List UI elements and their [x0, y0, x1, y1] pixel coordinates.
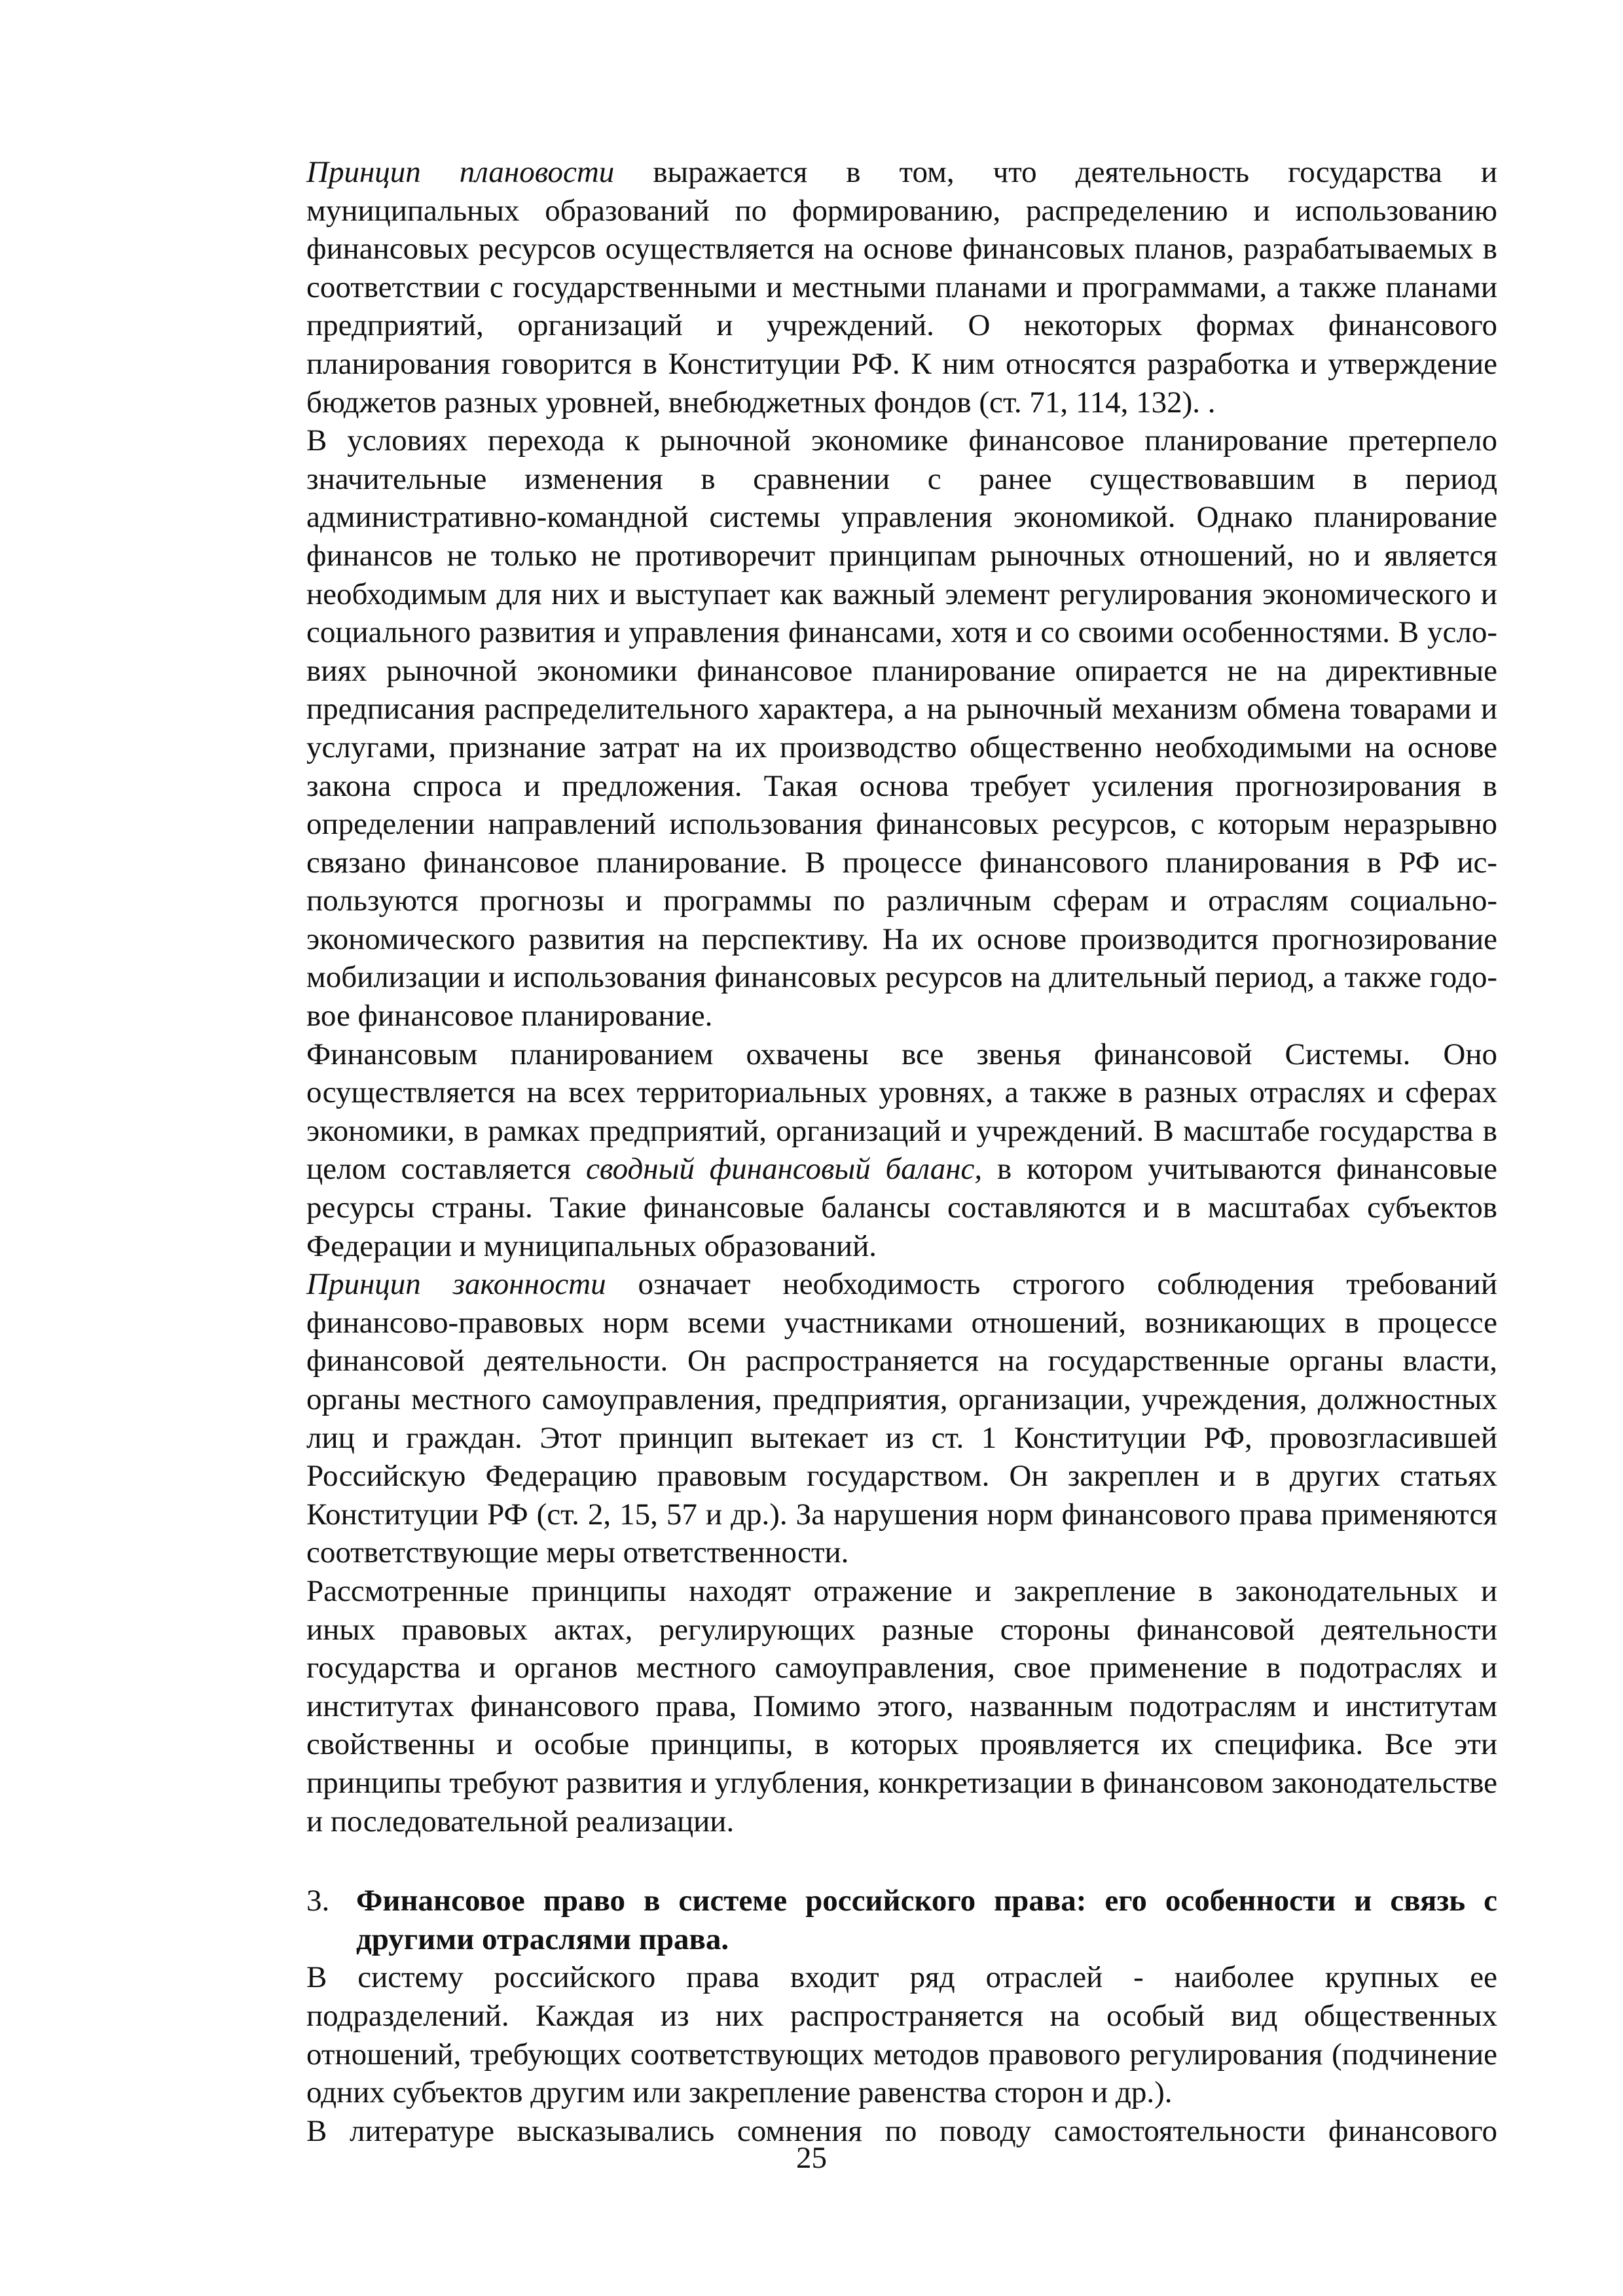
- paragraph-market-economy-planning: [232, 422, 1497, 1035]
- text-line: закона спроса и предложения. Такая основа требует усиления прогнозирования в: [306, 768, 1497, 803]
- paragraph-principle-of-planning: [232, 153, 1497, 422]
- line-text: целом составляется: [306, 1152, 586, 1187]
- text-line: предприятий, организаций и учреждений. О некоторых формах финансового: [306, 308, 1497, 343]
- text-line: административно-командной системы управления экономикой. Однако планирование: [306, 500, 1497, 535]
- text-line: соответствующие меры ответственности.: [306, 1535, 849, 1570]
- text-line: В систему российского права входит ряд отраслей - наиболее крупных ее: [306, 1960, 1497, 1995]
- text-line: Федерации и муниципальных образований.: [306, 1229, 877, 1263]
- text-line: [232, 153, 1497, 192]
- text-line: Российскую Федерацию правовым государством. Он закреплен и в других статьях: [306, 1459, 1497, 1494]
- text-line: определении направлений использования финансовых ресурсов, с которым неразрывно: [306, 807, 1497, 842]
- text-line: финансовой деятельности. Он распространяется на государственные органы власти,: [306, 1344, 1497, 1378]
- italic-term: Принцип законности: [306, 1267, 606, 1302]
- text-line: свойственны и особые принципы, в которых проявляется их специфика. Все эти: [306, 1727, 1497, 1762]
- text-line: [232, 1150, 1497, 1189]
- text-line: иных правовых актах, регулирующих разные стороны финансовой деятельности: [306, 1612, 1497, 1647]
- paragraph-principle-of-legality: [232, 1265, 1497, 1572]
- text-line: принципы требуют развития и углубления, конкретизации в финансовом законодательстве: [306, 1765, 1497, 1800]
- text-line: соответствии с государственными и местными планами и программами, а также планами: [306, 270, 1497, 304]
- text-line: значительные изменения в сравнении с ранее существовавшим в период: [306, 461, 1497, 496]
- section-number: 3.: [306, 1884, 330, 1918]
- text-line: виях рыночной экономики финансовое планирование опирается не на директивные: [306, 653, 1497, 688]
- text-line: социального развития и управления финансами, хотя и со своими особенностями. В усло-: [306, 615, 1497, 650]
- text-line: осуществляется на всех территориальных уровнях, а также в разных отраслях и сферах: [306, 1075, 1497, 1110]
- line-text: означает необходимость строгого соблюдения требований: [606, 1267, 1497, 1302]
- text-line: подразделений. Каждая из них распространяется на особый вид общественных: [306, 1998, 1497, 2033]
- paragraph-financial-planning-coverage: [232, 1035, 1497, 1266]
- text-line: связано финансовое планирование. В процессе финансового планирования в РФ ис-: [306, 845, 1497, 880]
- text-line: и последовательной реализации.: [306, 1804, 735, 1839]
- page-body: [232, 153, 1497, 2150]
- text-line: отношений, требующих соответствующих методов правового регулирования (подчинение: [306, 2037, 1497, 2072]
- paragraph-principles-reflection: [232, 1572, 1497, 1840]
- text-line: финансовых ресурсов осуществляется на основе финансовых планов, разрабатываемых в: [306, 232, 1497, 266]
- text-line: экономического развития на перспективу. На их основе производится прогнозирование: [306, 922, 1497, 956]
- text-line: вое финансовое планирование.: [306, 999, 713, 1033]
- section-title-line: другими отраслями права.: [356, 1922, 729, 1956]
- text-line: экономики, в рамках предприятий, организаций и учреждений. В масштабе государства в: [306, 1113, 1497, 1148]
- line-text: выражается в том, что деятельность государства и: [614, 155, 1497, 189]
- text-line: Конституции РФ (ст. 2, 15, 57 и др.). За нарушения норм финансового права применяются: [306, 1497, 1497, 1532]
- text-line: В литературе высказывались сомнения по поводу самостоятельности финансового: [306, 2113, 1497, 2148]
- text-line: институтах финансового права, Помимо этого, названным подотраслям и институтам: [306, 1689, 1497, 1723]
- text-line: Финансовым планированием охвачены все звенья финансовой Системы. Оно: [306, 1037, 1497, 1071]
- italic-term: Принцип плановости: [306, 155, 615, 189]
- page-number: 25: [796, 2141, 827, 2175]
- italic-term: сводный финансовый баланс,: [585, 1152, 983, 1187]
- line-text: в котором учитываются финансовые: [982, 1152, 1497, 1187]
- section-title: [356, 1882, 1497, 1958]
- text-line: бюджетов разных уровней, внебюджетных фондов (ст. 71, 114, 132). .: [306, 385, 1216, 420]
- text-line: пользуются прогнозы и программы по различным сферам и отраслям социально-: [306, 884, 1497, 918]
- text-line: В условиях перехода к рыночной экономике финансовое планирование претерпело: [306, 423, 1497, 458]
- section-title-line: Финансовое право в системе российского права: его особенности и связь с: [356, 1884, 1497, 1918]
- text-line: услугами, признание затрат на их производство общественно необходимыми на основе: [306, 730, 1497, 764]
- text-line: необходимым для них и выступает как важный элемент регулирования экономического и: [306, 577, 1497, 611]
- text-line: планирования говорится в Конституции РФ. К ним относятся разработка и утверждение: [306, 346, 1497, 381]
- paragraph-russian-law-system: [232, 1958, 1497, 2111]
- text-line: органы местного самоуправления, предприятия, организации, учреждения, должностных: [306, 1382, 1497, 1416]
- section-heading: [232, 1882, 1497, 1958]
- text-line: [232, 1265, 1497, 1304]
- text-line: предписания распределительного характера, а на рыночный механизм обмена товарами и: [306, 692, 1497, 726]
- text-line: мобилизации и использования финансовых ресурсов на длительный период, а также годо-: [306, 960, 1497, 995]
- text-line: муниципальных образований по формированию, распределению и использованию: [306, 193, 1497, 228]
- text-line: финансов не только не противоречит принципам рыночных отношений, но и является: [306, 538, 1497, 573]
- text-line: лиц и граждан. Этот принцип вытекает из ст. 1 Конституции РФ, провозгласившей: [306, 1420, 1497, 1455]
- text-line: Рассмотренные принципы находят отражение и закрепление в законодательных и: [306, 1573, 1497, 1608]
- text-line: одних субъектов другим или закрепление равенства сторон и др.).: [306, 2075, 1173, 2110]
- text-line: финансово-правовых норм всеми участниками отношений, возникающих в процессе: [306, 1305, 1497, 1340]
- text-line: государства и органов местного самоуправления, свое применение в подотраслях и: [306, 1651, 1497, 1685]
- text-line: ресурсы страны. Такие финансовые балансы составляются и в масштабах субъектов: [306, 1191, 1497, 1225]
